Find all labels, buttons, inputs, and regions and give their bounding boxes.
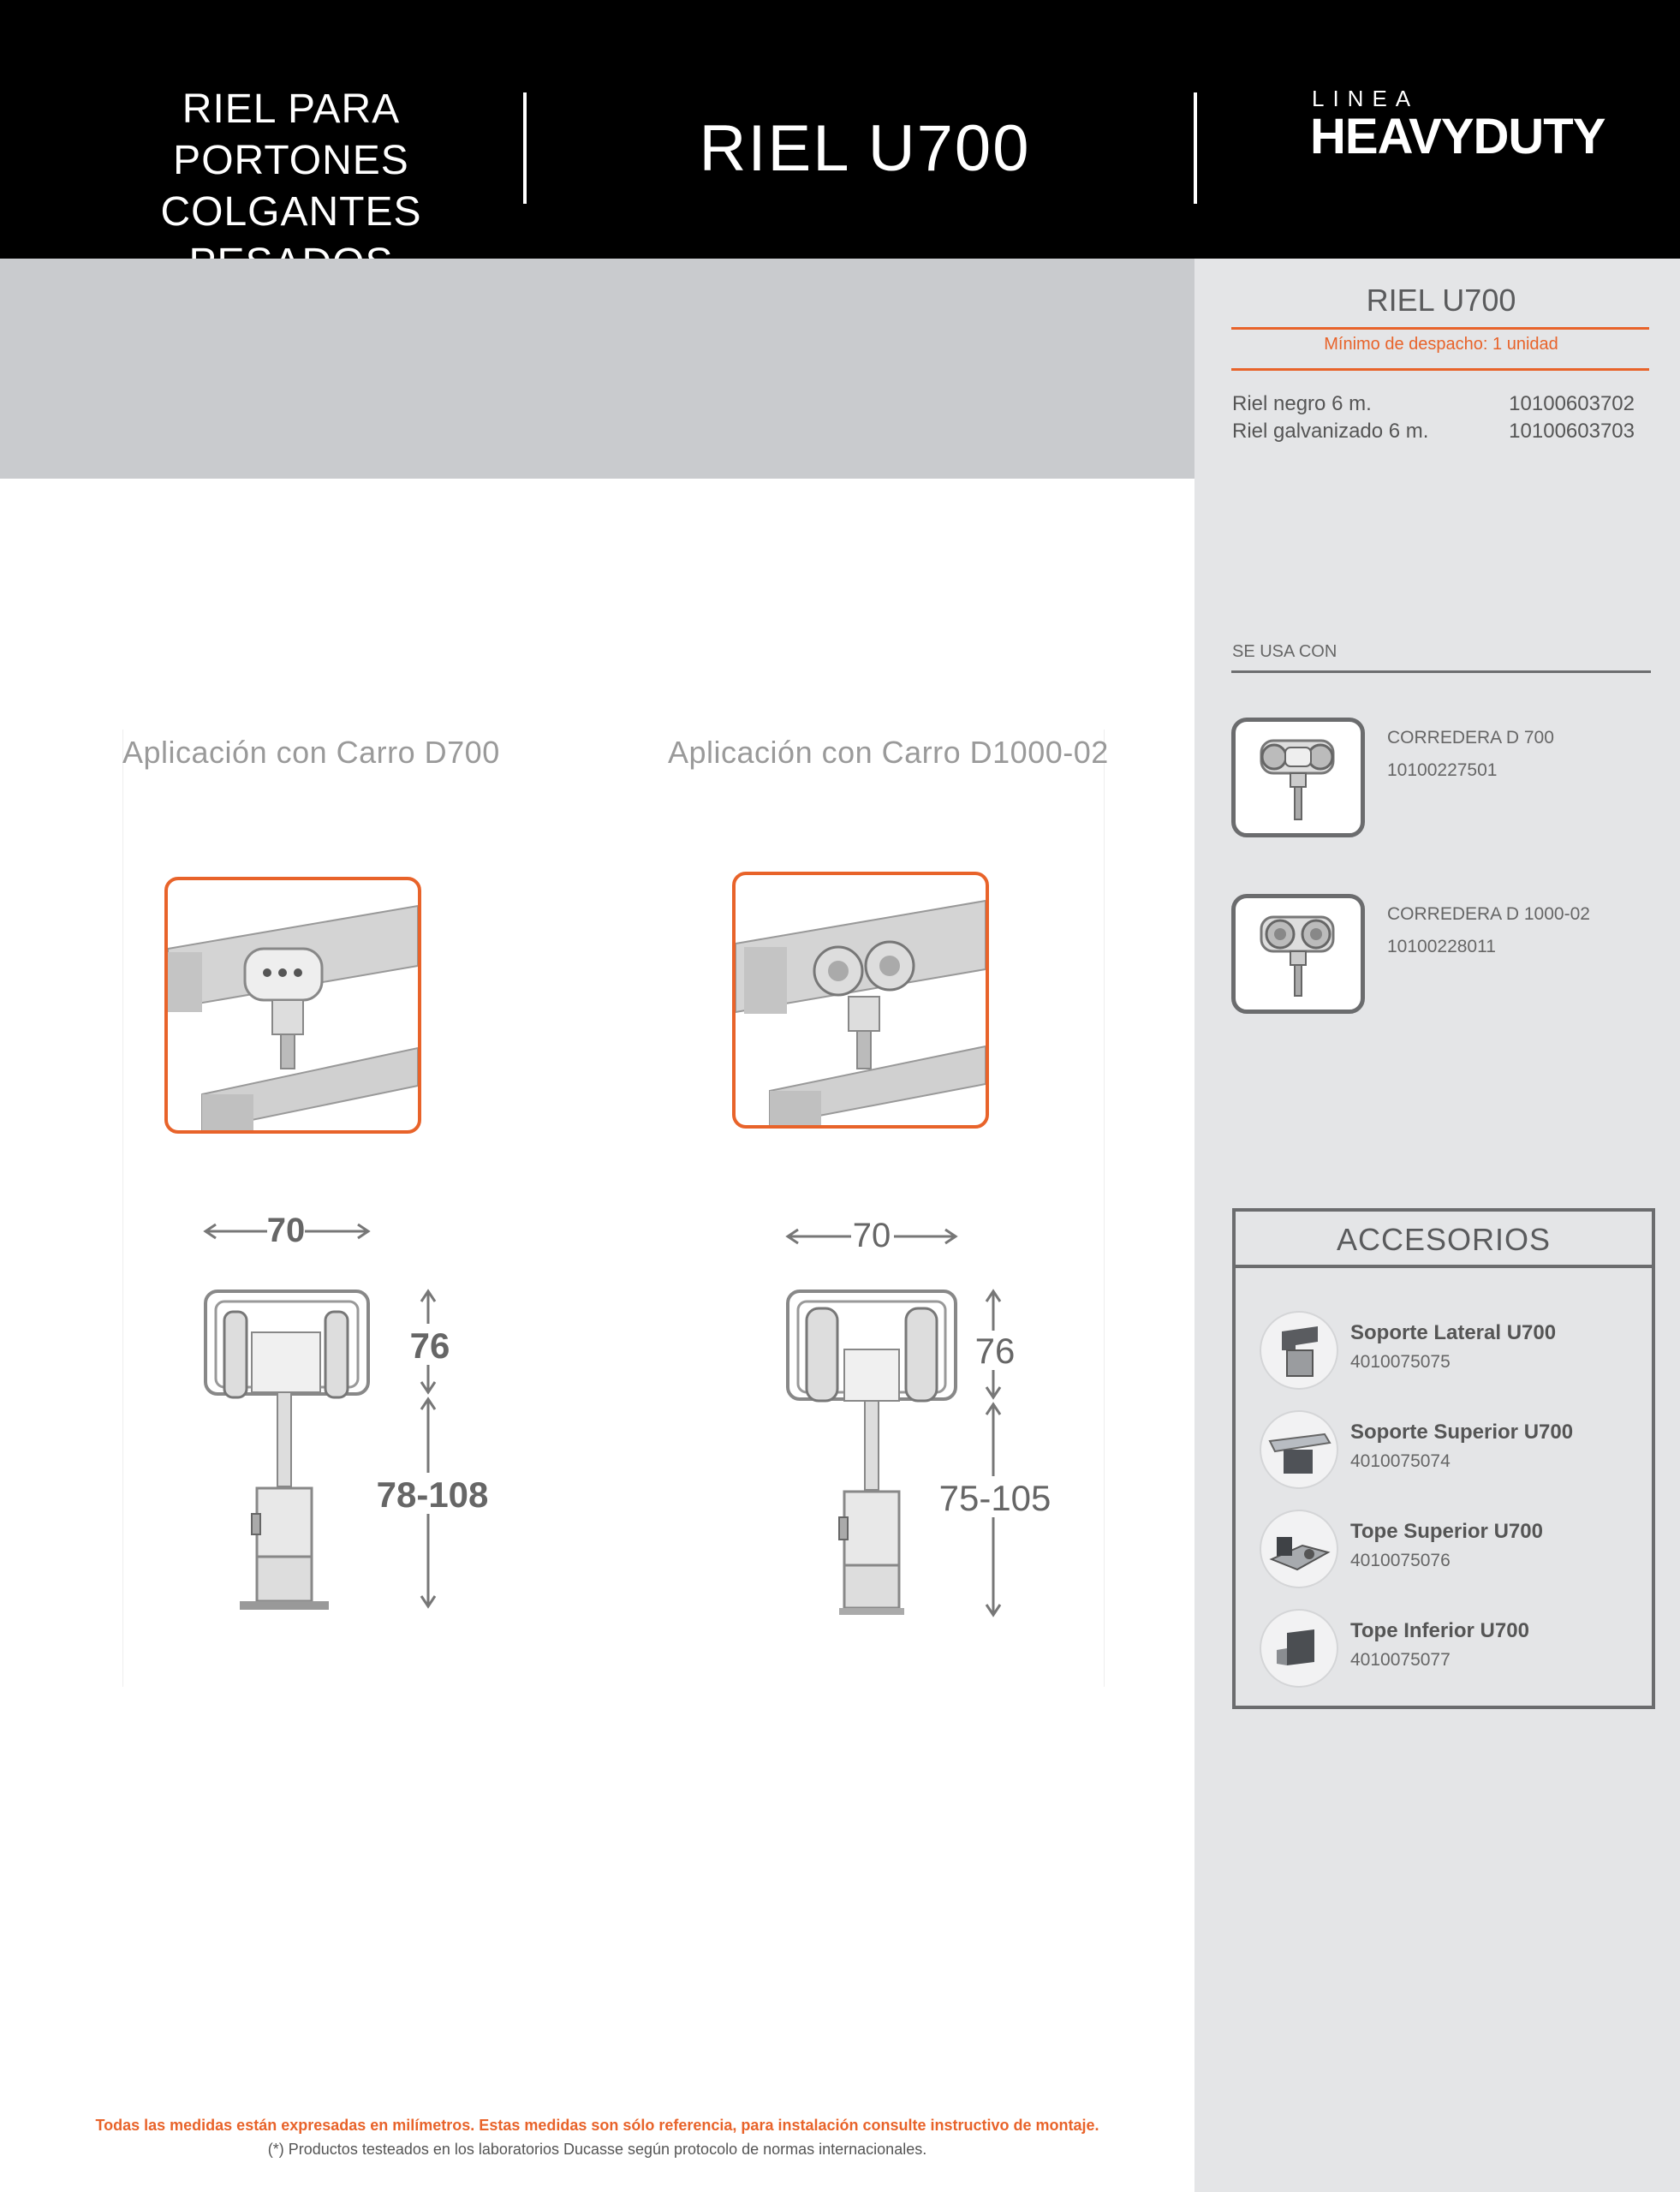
right-height-bottom-label: 75-105 (938, 1478, 1051, 1518)
minimum-order: Mínimo de despacho: 1 unidad (1324, 335, 1558, 354)
grey-band (0, 259, 1194, 479)
used-with-code: 10100228011 (1387, 937, 1496, 956)
product-title: RIEL U700 (1366, 283, 1516, 318)
left-width-label: 70 (266, 1212, 306, 1249)
accessory-item (1261, 1611, 1638, 1689)
right-diagram-caption: Aplicación con Carro D1000-02 (668, 735, 1109, 770)
accessory-name: Soporte Superior U700 (1350, 1421, 1574, 1444)
bottom-stop-icon (1261, 1611, 1337, 1686)
left-technical-drawing (171, 1206, 514, 1677)
left-application-illustration (164, 877, 421, 1134)
product-minimum-rule (1231, 368, 1649, 371)
right-technical-drawing (745, 1206, 1087, 1677)
product-row (1232, 420, 1635, 444)
left-height-bottom-label: 78-108 (376, 1474, 489, 1515)
accessory-code: 4010075074 (1350, 1451, 1451, 1471)
accessory-code: 4010075077 (1350, 1650, 1451, 1670)
used-with-rule (1231, 670, 1651, 673)
accessory-item (1261, 1313, 1638, 1391)
accessory-name: Tope Superior U700 (1350, 1520, 1543, 1543)
accessories-title: ACCESORIOS (1236, 1212, 1652, 1268)
used-with-name: CORREDERA D 700 (1387, 728, 1554, 748)
product-row (1232, 392, 1635, 416)
slider-d1000-thumb (1231, 894, 1365, 1014)
accessory-name: Tope Inferior U700 (1350, 1619, 1529, 1642)
product-row-name: Riel negro 6 m. (1232, 392, 1372, 415)
accessory-item (1261, 1412, 1638, 1491)
product-row-name: Riel galvanizado 6 m. (1232, 420, 1429, 443)
used-with-name: CORREDERA D 1000-02 (1387, 904, 1590, 924)
product-title-rule (1231, 327, 1649, 330)
top-stop-icon (1261, 1511, 1337, 1587)
header-subtitle-line1: RIEL PARA PORTONES (173, 86, 409, 183)
used-with-label: SE USA CON (1232, 642, 1337, 661)
trolley-d700-icon (1236, 722, 1361, 833)
header-subtitle-line2: COLGANTES (160, 189, 422, 235)
accessories-panel (1232, 1208, 1655, 1709)
lateral-bracket-icon (1261, 1313, 1337, 1388)
footer-tested-note: (*) Productos testeados en los laboratorios Ducasse según protocolo de normas internacionales. (267, 2141, 927, 2158)
accessory-code: 4010075076 (1350, 1551, 1451, 1570)
product-row-code: 10100603702 (1509, 392, 1635, 415)
header-title: RIEL U700 (699, 112, 1031, 185)
right-application-illustration (732, 872, 989, 1129)
accessory-name: Soporte Lateral U700 (1350, 1321, 1557, 1344)
brand-linea: LINEA (1312, 86, 1420, 111)
footer-measurements-note: Todas las medidas están expresadas en milímetros. Estas medidas son sólo referencia, para instalación consulte instructivo de montaje. (95, 2117, 1099, 2134)
used-with-code: 10100227501 (1387, 760, 1498, 780)
right-height-top-label: 76 (974, 1331, 1016, 1371)
left-diagram-caption: Aplicación con Carro D700 (122, 735, 500, 770)
left-height-top-label: 76 (409, 1325, 450, 1366)
page-header (0, 0, 1680, 259)
accessory-item (1261, 1511, 1638, 1590)
top-bracket-icon (1261, 1412, 1337, 1487)
header-divider-left (523, 92, 527, 204)
accessory-code: 4010075075 (1350, 1352, 1451, 1372)
trolley-d1000-icon (1236, 898, 1361, 1010)
product-row-code: 10100603703 (1509, 420, 1635, 443)
brand-heavyduty: HEAVYDUTY (1310, 109, 1606, 164)
right-width-label: 70 (852, 1217, 891, 1254)
header-divider-right (1194, 92, 1197, 204)
slider-d700-thumb (1231, 718, 1365, 837)
